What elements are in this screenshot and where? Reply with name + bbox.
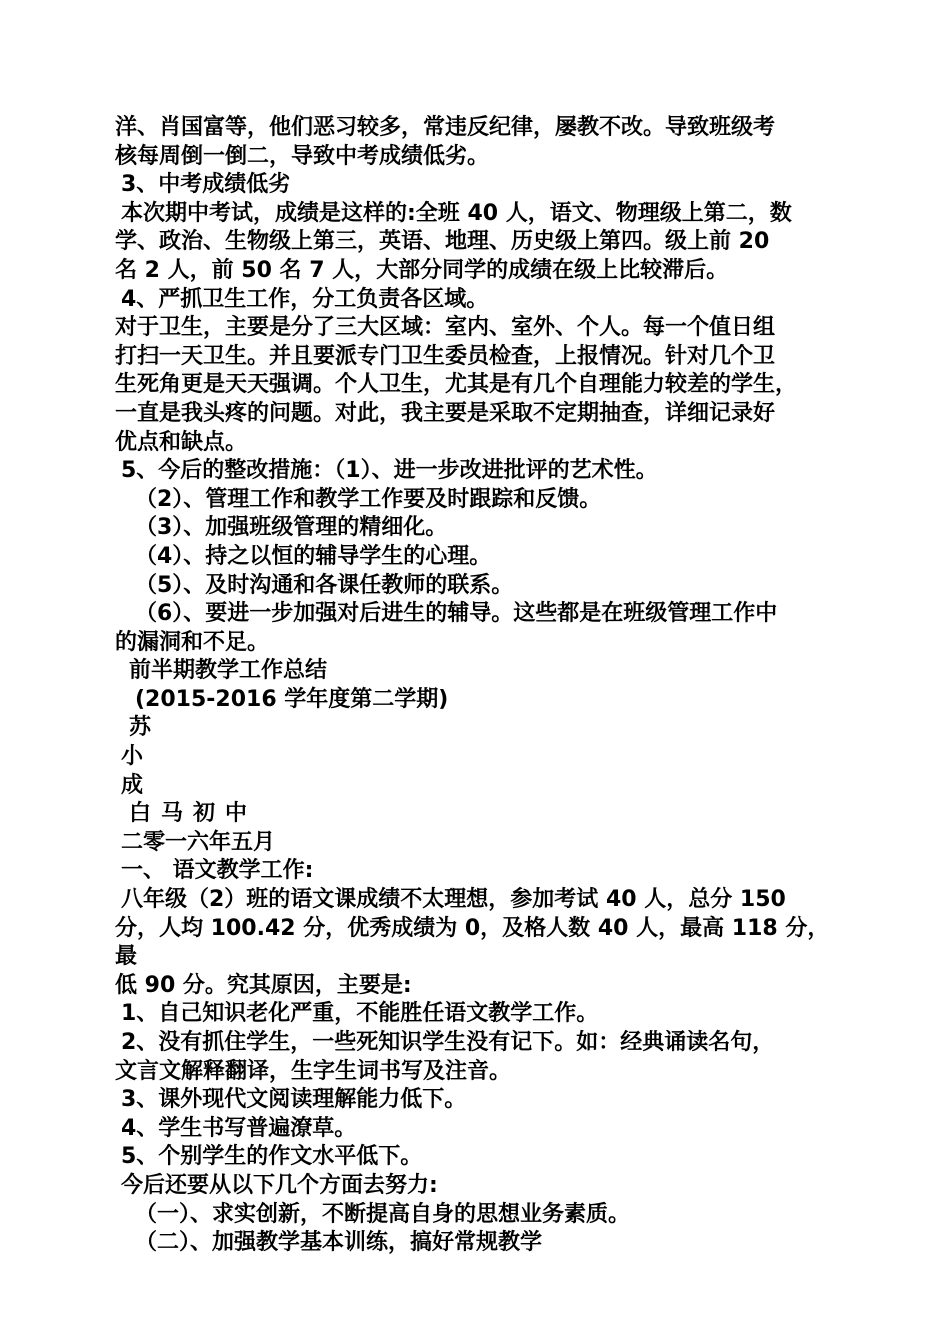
- section-heading: 一、 语文教学工作:: [121, 858, 314, 884]
- document-subtitle: (2015-2016 学年度第二学期): [135, 686, 449, 712]
- list-item: 2、没有抓住学生，一些死知识学生没有记下。如：经典诵读名句，: [121, 1030, 775, 1055]
- list-item: 4、学生书写普遍潦草。: [121, 1115, 357, 1141]
- text-line: 优点和缺点。: [115, 429, 248, 455]
- text-line: 今后还要从以下几个方面去努力:: [121, 1172, 438, 1198]
- text-line: 对于卫生，主要是分了三大区域：室内、室外、个人。每一个值日组: [115, 315, 776, 341]
- text-line: 名 2 人，前 50 名 7 人，大部分同学的成绩在级上比较滞后。: [115, 257, 729, 283]
- text-line: 本次期中考试，成绩是这样的:全班 40 人，语文、物理级上第二，数: [121, 200, 792, 226]
- list-item: （3）、加强班级管理的精细化。: [135, 515, 448, 541]
- text-line: 一直是我头疼的问题。对此，我主要是采取不定期抽查，详细记录好: [115, 400, 776, 426]
- text-line: 文言文解释翻译，生字生词书写及注音。: [115, 1058, 512, 1084]
- list-item: （5）、及时沟通和各课任教师的联系。: [135, 572, 514, 598]
- section-heading: 5、今后的整改措施：（1）、进一步改进批评的艺术性。: [121, 458, 658, 484]
- text-line: 低 90 分。究其原因，主要是:: [115, 972, 412, 998]
- text-line: 生死角更是天天强调。个人卫生，尤其是有几个自理能力较差的学生，: [115, 372, 798, 398]
- document-body: [115, 114, 840, 1258]
- list-item: 5、个别学生的作文水平低下。: [121, 1144, 423, 1170]
- section-heading: 3、中考成绩低劣: [121, 172, 291, 198]
- school-name: 白马初中: [129, 801, 258, 827]
- list-item: 3、课外现代文阅读理解能力低下。: [121, 1087, 467, 1113]
- list-item: （6）、要进一步加强对后进生的辅导。这些都是在班级管理工作中: [135, 601, 778, 627]
- text-line: 打扫一天卫生。并且要派专门卫生委员检查，上报情况。针对几个卫: [115, 343, 776, 369]
- list-item: （一）、求实创新，不断提高自身的思想业务素质。: [135, 1201, 631, 1227]
- text-line: 八年级（2）班的语文课成绩不太理想，参加考试 40 人，总分 150: [121, 887, 786, 913]
- document-date: 二零一六年五月: [121, 829, 276, 855]
- text-line: 洋、肖国富等，他们恶习较多，常违反纪律，屡教不改。导致班级考: [115, 115, 776, 140]
- text-line: 核每周倒一倒二，导致中考成绩低劣。: [115, 143, 490, 169]
- author-char: 苏: [129, 715, 152, 741]
- list-item: 1、自己知识老化严重，不能胜任语文教学工作。: [121, 1001, 599, 1027]
- section-heading: 4、严抓卫生工作，分工负责各区域。: [121, 286, 489, 312]
- author-char: 成: [121, 772, 144, 798]
- document-title: 前半期教学工作总结: [129, 658, 328, 684]
- text-line: 的漏洞和不足。: [115, 629, 270, 655]
- text-line: 分，人均 100.42 分，优秀成绩为 0，及格人数 40 人，最高 118 分，: [115, 915, 830, 941]
- list-item: （二）、加强教学基本训练，搞好常规教学: [135, 1230, 543, 1256]
- list-item: （2）、管理工作和教学工作要及时跟踪和反馈。: [135, 486, 602, 512]
- text-line: 学、政治、生物级上第三，英语、地理、历史级上第四。级上前 20: [115, 229, 770, 255]
- text-line: 最: [115, 944, 138, 970]
- author-char: 小: [121, 744, 144, 770]
- list-item: （4）、持之以恒的辅导学生的心理。: [135, 543, 492, 569]
